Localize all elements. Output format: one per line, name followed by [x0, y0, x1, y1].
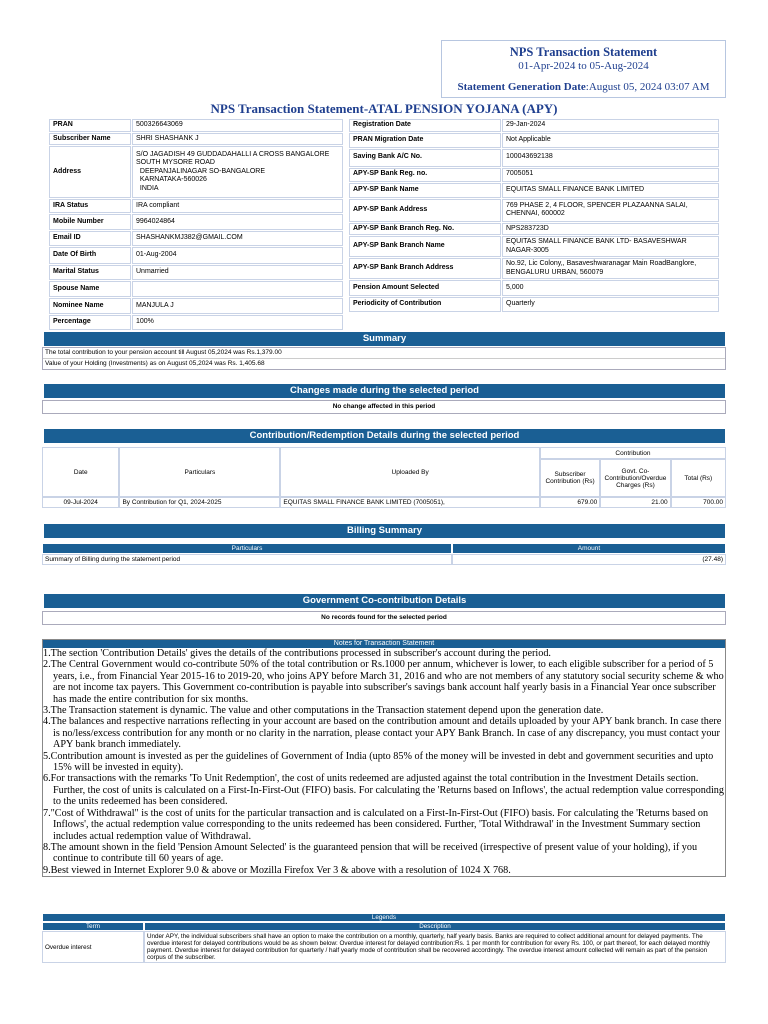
info-label: Marital Status	[49, 265, 131, 280]
info-value: 9964024864	[132, 214, 343, 230]
statement-period: 01-Apr-2024 to 05-Aug-2024	[518, 60, 649, 72]
note-item: 1.The section 'Contribution Details' gives the details of the contributions processed in subscriber's account during the period.	[43, 648, 551, 659]
note-item: 9.Best viewed in Internet Explorer 9.0 & above or Mozilla Firefox Ver 3 & above with a resolution of 1024 X 768.	[43, 864, 511, 876]
note-item: 2.The Central Government would co-contribute 50% of the total contribution or Rs.1000 per annum, whichever is lower, to each eligible subscriber for a period of 5 years, i.e., from Financial Year 2015-16 to 2019-20, who joins APY before March 31, 2016 and who are not members of any statutory social security scheme & who are not income tax payers. This Government co-contribution is payable into subscriber's savings bank account half yearly basis in a Financial Year once subscriber has made the entire contribution for six months.	[43, 659, 724, 705]
info-row	[49, 281, 343, 297]
info-value: EQUITAS SMALL FINANCE BANK LIMITED	[502, 183, 719, 198]
bank-info-table	[348, 118, 720, 313]
info-label: IRA Status	[49, 199, 131, 213]
info-value: NPS283723D	[502, 223, 719, 236]
notes-header: Notes for Transaction Statement	[43, 640, 725, 648]
info-row	[349, 149, 719, 167]
info-label: Percentage	[49, 315, 131, 330]
info-label: Saving Bank A/C No.	[349, 149, 501, 167]
info-label: Periodicity of Contribution	[349, 297, 501, 312]
billing-header: Billing Summary	[44, 524, 725, 538]
info-label: APY-SP Bank Name	[349, 183, 501, 198]
info-row	[49, 199, 343, 213]
info-value: 01-Aug-2004	[132, 247, 343, 264]
info-row	[49, 231, 343, 246]
note-item: 5.Contribution amount is invested as per the guidelines of Government of India (upto 85% of the money will be invested in debt and government securities and upto 15% will be invested in equity).	[43, 750, 714, 774]
info-value	[132, 146, 343, 198]
table-row	[42, 554, 726, 565]
info-row	[349, 199, 719, 222]
contribution-cell-subscriber: 679.00	[540, 497, 600, 508]
address-line: KARNATAKA-560026	[136, 176, 207, 184]
table-row	[42, 497, 726, 508]
info-row	[49, 146, 343, 198]
table-row	[42, 931, 726, 963]
summary-line-total: The total contribution to your pension account till August 05,2024 was Rs.1,379.00	[43, 348, 725, 359]
info-value: SHASHANKMJ382@GMAIL.COM	[132, 231, 343, 246]
col-particulars: Particulars	[119, 447, 280, 497]
contribution-header: Contribution/Redemption Details during the selected period	[44, 429, 725, 443]
info-row	[349, 223, 719, 236]
col-govt: Govt. Co-Contribution/Overdue Charges (Rs)	[600, 459, 670, 497]
note-item: 8.The amount shown in the field 'Pension Amount Selected' is the guaranteed pension that will be received (irrespective of present value of your holding), if you continue to contribute till 60 years of age.	[43, 841, 698, 865]
col-subscriber: Subscriber Contribution (Rs)	[540, 459, 600, 497]
summary-line-holding: Value of your Holding (Investments) as on August 05,2024 was Rs. 1,405.68	[45, 360, 265, 367]
info-value: Quarterly	[502, 297, 719, 312]
info-value: SHRI SHASHANK J	[132, 133, 343, 146]
info-value: 100%	[132, 315, 343, 330]
col-date: Date	[42, 447, 119, 497]
billing-col-amount: Amount	[452, 543, 726, 554]
info-label: APY-SP Bank Reg. no.	[349, 168, 501, 182]
info-row	[349, 133, 719, 148]
info-row	[49, 214, 343, 230]
note-item: 4.The balances and respective narrations reflecting in your account are based on the contribution amount and details uploaded by your APY bank branch. In case there is no/less/excess contribution for any month or no clarity in the narration, please contact your APY Bank Branch. In case of any discrepancy, you must contact your APY bank branch immediately.	[43, 716, 722, 751]
changes-message: No change affected in this period	[42, 400, 726, 414]
info-row	[49, 247, 343, 264]
contribution-cell-total: 700.00	[671, 497, 726, 508]
info-label: Date Of Birth	[49, 247, 131, 264]
info-label: PRAN Migration Date	[349, 133, 501, 148]
info-label: Spouse Name	[49, 281, 131, 297]
billing-col-particulars: Particulars	[42, 543, 452, 554]
info-row	[49, 315, 343, 330]
info-row	[349, 119, 719, 132]
info-value: 500326643069	[132, 119, 343, 132]
govt-cocontribution-header: Government Co-contribution Details	[44, 594, 725, 608]
note-item: 6.For transactions with the remarks 'To Unit Redemption', the cost of units redeemed are adjusted against the total contribution in the Investment Details section. Further, the cost of units is calculated on a First-In-First-Out (FIFO) basis. For calculating the 'Returns based on Inflows', the actual redemption value corresponding to the units redeemed has been considered.	[43, 773, 724, 808]
info-value: 29-Jan-2024	[502, 119, 719, 132]
info-row	[349, 297, 719, 312]
statement-title: NPS Transaction Statement	[509, 45, 658, 59]
info-row	[349, 236, 719, 257]
info-value: 769 PHASE 2, 4 FLOOR, SPENCER PLAZAANNA SALAI, CHENNAI, 600002	[502, 199, 719, 222]
statement-info-box	[441, 40, 726, 98]
col-total: Total (Rs)	[671, 459, 726, 497]
note-item: 3.The Transaction statement is dynamic. The value and other computations in the Transaction statement depend upon the generation date.	[43, 705, 604, 717]
info-row	[49, 119, 343, 132]
subscriber-info-table	[48, 118, 344, 331]
info-label: Address	[49, 146, 131, 198]
info-row	[49, 265, 343, 280]
info-label: APY-SP Bank Branch Name	[349, 236, 501, 257]
contribution-cell-date: 09-Jul-2024	[42, 497, 119, 508]
info-value: EQUITAS SMALL FINANCE BANK LTD- BASAVESHWAR NAGAR-3005	[502, 236, 719, 257]
notes-section	[42, 639, 726, 877]
notes-list	[43, 648, 725, 876]
info-row	[349, 280, 719, 296]
info-value: 5,000	[502, 280, 719, 296]
col-uploaded-by: Uploaded By	[280, 447, 540, 497]
govt-cocontribution-message: No records found for the selected period	[42, 611, 726, 625]
note-item: 7."Cost of Withdrawal" is the cost of units for the particular transaction and is calculated on a First-In-First-Out (FIFO) basis. For calculating the 'Returns based on Inflows', the actual redemption value corresponding to the units redeemed has been considered. Further, 'Total Withdrawal' in the Investment Summary section includes actual redemption value of Withdrawal.	[43, 807, 709, 842]
info-value: No.92, Lic Colony,, Basaveshwaranagar Main RoadBanglore, BENGALURU URBAN, 560079	[502, 258, 719, 279]
info-row	[349, 168, 719, 182]
address-line: DEEPANJALINAGAR SO-BANGALORE	[136, 167, 266, 175]
legend-term: Overdue interest	[42, 931, 144, 963]
col-contribution: Contribution	[540, 447, 726, 459]
info-label: Email ID	[49, 231, 131, 246]
info-label: APY-SP Bank Branch Address	[349, 258, 501, 279]
info-label: PRAN	[49, 119, 131, 132]
info-row	[349, 183, 719, 198]
legends-header: Legends	[42, 913, 726, 922]
summary-box	[42, 347, 726, 370]
info-label: Mobile Number	[49, 214, 131, 230]
address-line: INDIA	[136, 184, 159, 192]
info-value: Not Applicable	[502, 133, 719, 148]
changes-header: Changes made during the selected period	[44, 384, 725, 398]
info-label: Subscriber Name	[49, 133, 131, 146]
info-row	[349, 258, 719, 279]
contribution-cell-uploaded-by: EQUITAS SMALL FINANCE BANK LIMITED (7005051),	[280, 497, 540, 508]
summary-header: Summary	[44, 332, 725, 346]
legends-col-description: Description	[144, 922, 726, 931]
info-label: APY-SP Bank Branch Reg. No.	[349, 223, 501, 236]
legend-description: Under APY, the individual subscribers shall have an option to make the contribution on a monthly, quarterly, half yearly basis. Banks are required to collect additional amount for delayed payments. The overdue interest for delayed contributions would be as shown below: Overdue interest for delayed contribution:Rs. 1 per month for contribution for every Rs. 100, or part thereof, for each delayed monthly payment. Overdue interest for delayed contribution for quarterly / half yearly mode of contribution shall be recovered accordingly. The overdue interest amount collected will remain as part of the pension corpus of the subscriber.	[144, 931, 726, 963]
info-value: 7005051	[502, 168, 719, 182]
info-label: Pension Amount Selected	[349, 280, 501, 296]
billing-table	[42, 543, 726, 565]
info-row	[49, 133, 343, 146]
info-value: IRA compliant	[132, 199, 343, 213]
address-line: SOUTH MYSORE ROAD	[136, 159, 215, 167]
statement-generation-date: Statement Generation Date:August 05, 2024 03:07 AM	[457, 81, 710, 93]
contribution-cell-particulars: By Contribution for Q1, 2024-2025	[119, 497, 280, 508]
legends-table	[42, 913, 726, 963]
info-value: 100043692138	[502, 149, 719, 167]
billing-cell-amount: (27.48)	[452, 554, 726, 565]
info-value: Unmarried	[132, 265, 343, 280]
info-row	[49, 298, 343, 314]
billing-cell-particulars: Summary of Billing during the statement period	[42, 554, 452, 565]
info-label: APY-SP Bank Address	[349, 199, 501, 222]
legends-col-term: Term	[42, 922, 144, 931]
info-label: Registration Date	[349, 119, 501, 132]
info-label: Nominee Name	[49, 298, 131, 314]
address-line: S/O JAGADISH 49 GUDDADAHALLI A CROSS BANGALORE	[136, 150, 330, 158]
page-title: NPS Transaction Statement-ATAL PENSION YOJANA (APY)	[210, 101, 558, 116]
info-value	[132, 281, 343, 297]
contribution-cell-govt: 21.00	[600, 497, 670, 508]
info-value: MANJULA J	[132, 298, 343, 314]
contribution-table	[42, 447, 726, 508]
